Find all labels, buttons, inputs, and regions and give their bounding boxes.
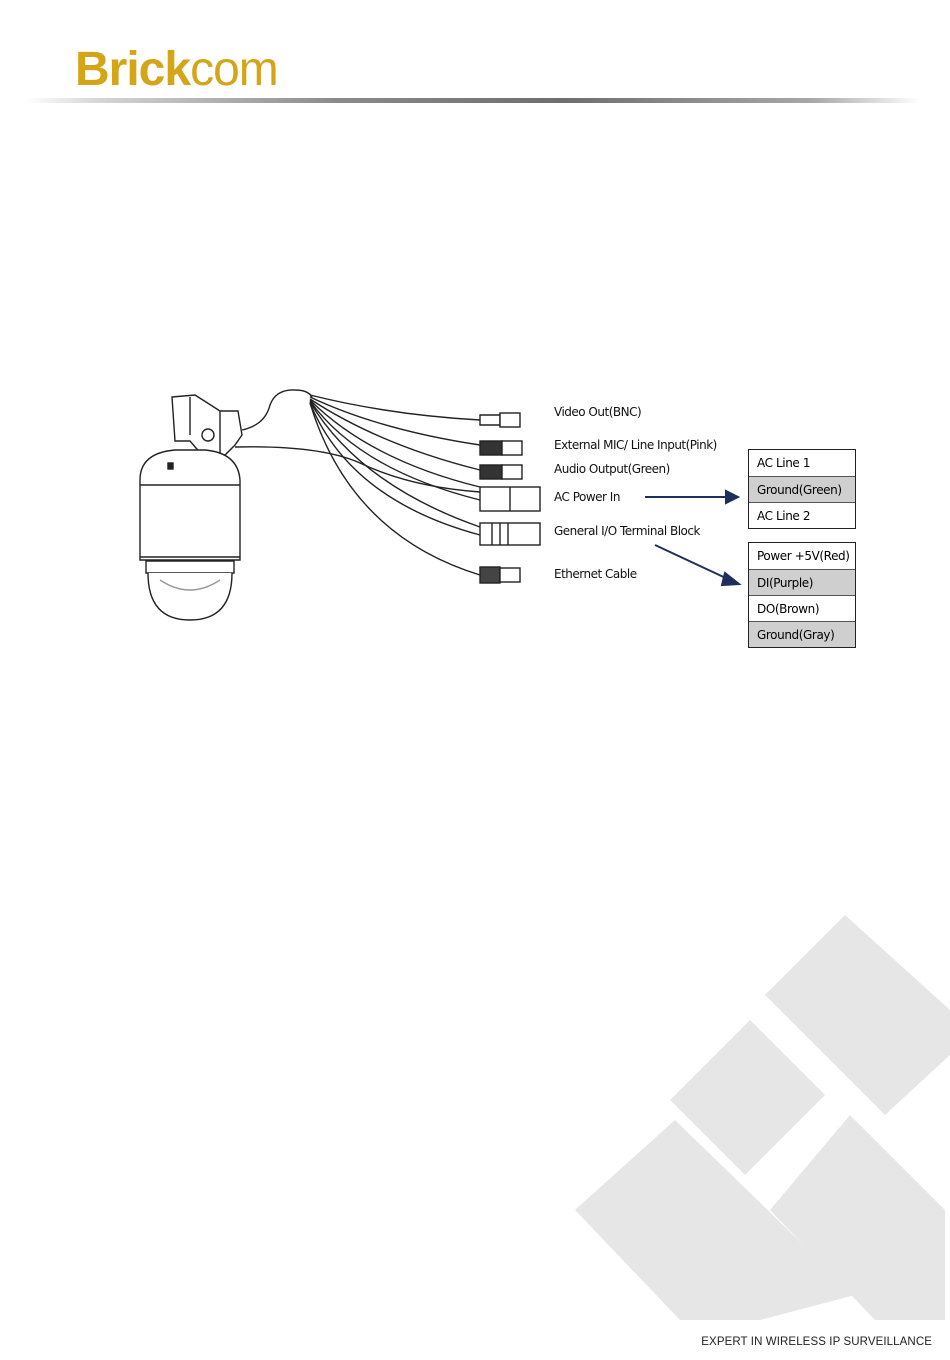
logo-bold-part: Brick [75, 43, 191, 96]
pin-power-5v: Power +5V(Red) [757, 549, 850, 563]
camera-connector-diagram [120, 375, 880, 665]
header-divider [25, 98, 920, 103]
label-ethernet-cable: Ethernet Cable [554, 567, 637, 581]
brick-watermark [570, 910, 950, 1320]
pin-do: DO(Brown) [749, 595, 855, 621]
label-external-mic: External MIC/ Line Input(Pink) [554, 438, 717, 452]
pin-ac-line-2: AC Line 2 [749, 502, 855, 528]
label-general-io: General I/O Terminal Block [554, 524, 700, 538]
ac-power-pin-table [748, 449, 856, 529]
io-pin-table [748, 542, 856, 648]
label-audio-output: Audio Output(Green) [554, 462, 670, 476]
label-video-out: Video Out(BNC) [554, 405, 642, 419]
pin-ac-line-1: AC Line 1 [757, 456, 811, 470]
brickcom-logo [75, 42, 278, 98]
pin-di: DI(Purple) [749, 569, 855, 595]
logo-regular-part: com [190, 43, 278, 96]
pin-ground-green: Ground(Green) [749, 476, 855, 502]
footer-tagline: EXPERT IN WIRELESS IP SURVEILLANCE [701, 1336, 932, 1348]
pin-ground-gray: Ground(Gray) [749, 621, 855, 647]
label-ac-power-in: AC Power In [554, 490, 620, 504]
